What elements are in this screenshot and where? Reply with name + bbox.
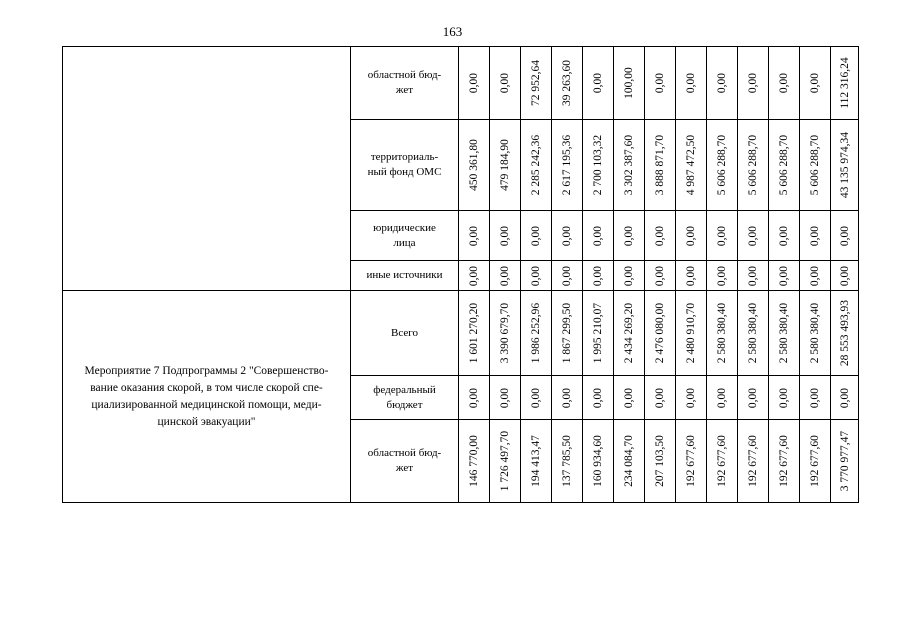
- value-text: 0,00: [838, 225, 851, 246]
- value-cell: [521, 120, 552, 211]
- value-text: 72 952,64: [530, 60, 542, 106]
- value-cell: [800, 420, 831, 503]
- table-row: [63, 291, 859, 376]
- value-cell: [552, 47, 583, 120]
- value-cell: [707, 420, 738, 503]
- value-text: 2 580 380,40: [778, 302, 790, 364]
- value-text: 0,00: [468, 225, 480, 246]
- value-text: 0,00: [685, 72, 697, 94]
- value-text: 137 785,50: [561, 435, 573, 487]
- value-cell: [800, 47, 831, 120]
- value-text: 2 700 103,32: [592, 134, 604, 196]
- value-text: 0,00: [716, 225, 728, 246]
- value-text: 2 480 910,70: [685, 302, 697, 364]
- value-text: 0,00: [685, 387, 697, 408]
- value-cell: [552, 211, 583, 261]
- value-text: 0,00: [809, 387, 821, 408]
- value-text: 1 986 252,96: [530, 302, 542, 364]
- value-text: 2 476 080,00: [654, 302, 666, 364]
- funding-source-cell: областной бюд- жет: [351, 47, 459, 120]
- value-cell: [552, 376, 583, 420]
- value-cell: [552, 120, 583, 211]
- funding-source-cell: федеральный бюджет: [351, 376, 459, 420]
- value-cell: [583, 376, 614, 420]
- value-text: 0,00: [468, 387, 480, 408]
- value-cell: [676, 291, 707, 376]
- value-text: 0,00: [499, 72, 511, 94]
- value-cell: [707, 376, 738, 420]
- value-cell: [459, 376, 490, 420]
- value-text: 3 302 387,60: [623, 134, 635, 196]
- funding-source-cell: иные источники: [351, 261, 459, 291]
- value-text: 3 770 977,47: [838, 430, 851, 492]
- value-cell: [707, 47, 738, 120]
- value-cell: [552, 291, 583, 376]
- value-text: 5 606 288,70: [716, 134, 728, 196]
- value-text: 192 677,60: [778, 435, 790, 487]
- value-cell: [738, 376, 769, 420]
- value-text: 0,00: [778, 72, 790, 94]
- value-text: 3 390 679,70: [499, 302, 511, 364]
- value-cell: [676, 376, 707, 420]
- value-cell: [521, 47, 552, 120]
- value-cell: [831, 120, 859, 211]
- value-text: 0,00: [530, 265, 542, 286]
- value-cell: [459, 120, 490, 211]
- value-text: 0,00: [561, 225, 573, 246]
- value-cell: [583, 47, 614, 120]
- value-text: 2 434 269,20: [623, 302, 635, 364]
- value-text: 5 606 288,70: [778, 134, 790, 196]
- value-text: 2 580 380,40: [747, 302, 759, 364]
- value-cell: [614, 420, 645, 503]
- budget-table: [62, 46, 859, 503]
- value-cell: [707, 261, 738, 291]
- value-cell: [769, 376, 800, 420]
- value-text: 0,00: [654, 225, 666, 246]
- value-text: 194 413,47: [530, 435, 542, 487]
- value-text: 2 580 380,40: [809, 302, 821, 364]
- value-cell: [769, 420, 800, 503]
- value-text: 0,00: [623, 387, 635, 408]
- value-cell: [676, 211, 707, 261]
- value-cell: [831, 261, 859, 291]
- value-cell: [552, 261, 583, 291]
- value-text: 0,00: [592, 225, 604, 246]
- value-cell: [769, 291, 800, 376]
- value-cell: [645, 291, 676, 376]
- value-cell: [614, 120, 645, 211]
- value-cell: [490, 261, 521, 291]
- value-text: 0,00: [592, 387, 604, 408]
- value-text: 0,00: [499, 387, 511, 408]
- table-row: [63, 47, 859, 120]
- value-cell: [800, 291, 831, 376]
- value-text: 28 553 493,93: [838, 299, 851, 367]
- value-text: 0,00: [592, 72, 604, 94]
- value-cell: [707, 291, 738, 376]
- value-text: 0,00: [592, 265, 604, 286]
- value-cell: [676, 120, 707, 211]
- value-text: 112 316,24: [838, 57, 851, 109]
- value-text: 4 987 472,50: [685, 134, 697, 196]
- value-cell: [738, 261, 769, 291]
- value-cell: [521, 291, 552, 376]
- value-text: 1 867 299,50: [561, 302, 573, 364]
- value-cell: [583, 120, 614, 211]
- value-cell: [521, 420, 552, 503]
- value-text: 5 606 288,70: [809, 134, 821, 196]
- value-cell: [583, 420, 614, 503]
- value-cell: [769, 261, 800, 291]
- value-cell: [738, 291, 769, 376]
- value-text: 0,00: [654, 387, 666, 408]
- funding-source-cell: юридические лица: [351, 211, 459, 261]
- value-cell: [459, 211, 490, 261]
- value-text: 160 934,60: [592, 435, 604, 487]
- value-cell: [583, 211, 614, 261]
- value-text: 0,00: [809, 265, 821, 286]
- value-cell: [521, 261, 552, 291]
- value-cell: [769, 211, 800, 261]
- value-text: 0,00: [530, 225, 542, 246]
- measure-name-cell: Мероприятие 7 Подпрограммы 2 "Совершенство- вание оказания скорой, в том числе скорой спе- циализированной медицинской помощи, меди- цинской эвакуации": [63, 291, 351, 503]
- value-text: 0,00: [499, 225, 511, 246]
- value-text: 2 580 380,40: [716, 302, 728, 364]
- value-cell: [490, 120, 521, 211]
- value-text: 0,00: [838, 265, 851, 286]
- value-cell: [552, 420, 583, 503]
- value-cell: [614, 376, 645, 420]
- value-cell: [490, 420, 521, 503]
- value-cell: [800, 261, 831, 291]
- value-text: 192 677,60: [809, 435, 821, 487]
- value-text: 0,00: [561, 265, 573, 286]
- value-cell: [707, 120, 738, 211]
- value-cell: [490, 211, 521, 261]
- value-cell: [645, 420, 676, 503]
- value-cell: [459, 47, 490, 120]
- value-cell: [583, 261, 614, 291]
- value-text: 1 726 497,70: [499, 430, 511, 492]
- value-cell: [583, 291, 614, 376]
- value-text: 0,00: [778, 387, 790, 408]
- value-cell: [459, 291, 490, 376]
- table-body: [63, 47, 859, 503]
- value-text: 0,00: [561, 387, 573, 408]
- value-cell: [831, 211, 859, 261]
- page-number: 163: [442, 24, 463, 39]
- value-text: 0,00: [685, 225, 697, 246]
- value-text: 43 135 974,34: [838, 131, 851, 199]
- value-text: 0,00: [747, 225, 759, 246]
- value-text: 2 617 195,36: [561, 134, 573, 196]
- value-text: 0,00: [778, 225, 790, 246]
- value-text: 1 995 210,07: [592, 302, 604, 364]
- value-cell: [521, 376, 552, 420]
- value-cell: [490, 376, 521, 420]
- value-text: 0,00: [838, 387, 851, 408]
- value-text: 0,00: [530, 387, 542, 408]
- value-text: 450 361,80: [468, 139, 480, 191]
- value-cell: [459, 420, 490, 503]
- value-cell: [769, 120, 800, 211]
- value-cell: [676, 261, 707, 291]
- value-cell: [831, 47, 859, 120]
- value-cell: [614, 211, 645, 261]
- value-text: 146 770,00: [468, 435, 480, 487]
- value-text: 0,00: [685, 265, 697, 286]
- value-cell: [831, 420, 859, 503]
- value-text: 0,00: [623, 265, 635, 286]
- value-cell: [738, 47, 769, 120]
- value-cell: [676, 47, 707, 120]
- value-text: 479 184,90: [499, 139, 511, 191]
- value-text: 0,00: [716, 265, 728, 286]
- value-cell: [738, 120, 769, 211]
- value-text: 0,00: [809, 225, 821, 246]
- value-cell: [614, 47, 645, 120]
- value-text: 0,00: [468, 72, 480, 94]
- value-text: 5 606 288,70: [747, 134, 759, 196]
- value-cell: [490, 47, 521, 120]
- value-text: 3 888 871,70: [654, 134, 666, 196]
- value-cell: [769, 47, 800, 120]
- value-text: 0,00: [468, 265, 480, 286]
- value-text: 0,00: [623, 225, 635, 246]
- value-cell: [459, 261, 490, 291]
- value-text: 0,00: [716, 387, 728, 408]
- value-cell: [645, 261, 676, 291]
- value-cell: [614, 291, 645, 376]
- funding-source-cell: Всего: [351, 291, 459, 376]
- value-cell: [831, 376, 859, 420]
- value-text: 0,00: [499, 265, 511, 286]
- value-text: 0,00: [654, 72, 666, 94]
- value-text: 207 103,50: [654, 435, 666, 487]
- funding-source-cell: областной бюд- жет: [351, 420, 459, 503]
- value-text: 0,00: [654, 265, 666, 286]
- value-cell: [645, 211, 676, 261]
- value-text: 192 677,60: [685, 435, 697, 487]
- value-cell: [738, 211, 769, 261]
- value-cell: [645, 120, 676, 211]
- value-text: 192 677,60: [716, 435, 728, 487]
- value-cell: [800, 120, 831, 211]
- funding-source-cell: территориаль- ный фонд ОМС: [351, 120, 459, 211]
- measure-name-cell: [63, 47, 351, 291]
- value-cell: [490, 291, 521, 376]
- value-cell: [738, 420, 769, 503]
- value-cell: [614, 261, 645, 291]
- value-cell: [521, 211, 552, 261]
- value-text: 0,00: [747, 387, 759, 408]
- value-text: 39 263,60: [561, 60, 573, 106]
- value-text: 100,00: [623, 67, 635, 99]
- value-text: 192 677,60: [747, 435, 759, 487]
- value-text: 0,00: [747, 265, 759, 286]
- value-cell: [800, 376, 831, 420]
- value-cell: [645, 47, 676, 120]
- value-cell: [676, 420, 707, 503]
- value-cell: [707, 211, 738, 261]
- value-text: 2 285 242,36: [530, 134, 542, 196]
- value-text: 0,00: [809, 72, 821, 94]
- value-text: 234 084,70: [623, 435, 635, 487]
- value-text: 0,00: [716, 72, 728, 94]
- value-cell: [831, 291, 859, 376]
- value-text: 0,00: [778, 265, 790, 286]
- value-cell: [645, 376, 676, 420]
- value-text: 0,00: [747, 72, 759, 94]
- value-cell: [800, 211, 831, 261]
- value-text: 1 601 270,20: [468, 302, 480, 364]
